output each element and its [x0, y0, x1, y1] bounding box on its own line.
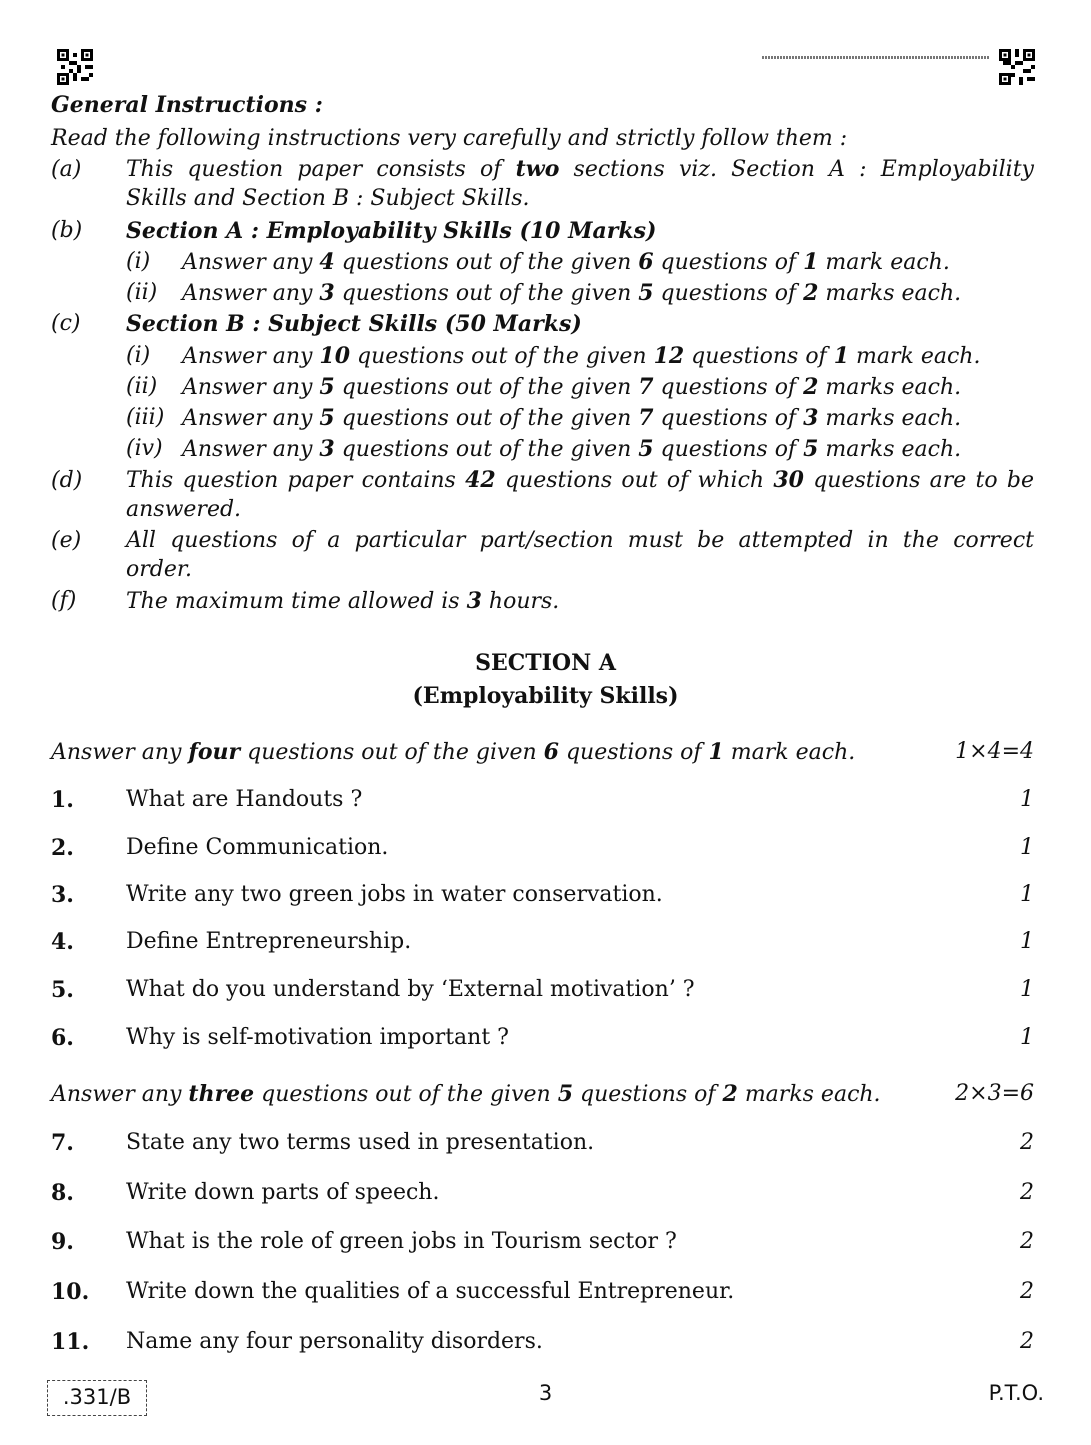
question-text: Write down the qualities of a successful Entrepreneur. — [126, 1279, 735, 1304]
question-number: 6. — [51, 1025, 74, 1051]
instruction-b-heading: Section A : Employability Skills (10 Marks) — [126, 218, 657, 244]
group1-marks: 1×4=4 — [955, 739, 1034, 764]
instruction-b-i-text: Answer any 4 questions out of the given 6 questions of 1 mark each. — [182, 249, 950, 275]
question-mark: 2 — [1020, 1180, 1034, 1205]
instruction-c-iv-text: Answer any 3 questions out of the given 5 questions of 5 marks each. — [182, 436, 962, 462]
question-text: What are Handouts ? — [126, 787, 363, 812]
qr-code-left-icon — [57, 49, 93, 85]
instruction-b-label: (b) — [51, 218, 83, 243]
instruction-d-label: (d) — [51, 468, 83, 493]
question-text: Define Communication. — [126, 835, 389, 860]
group2-marks: 2×3=6 — [955, 1081, 1034, 1106]
instruction-c-iii-text: Answer any 5 questions out of the given 7 questions of 3 marks each. — [182, 405, 962, 431]
group2-instruction: Answer any three questions out of the given 5 questions of 2 marks each. — [51, 1081, 881, 1107]
question-text: Define Entrepreneurship. — [126, 929, 412, 954]
question-number: 5. — [51, 977, 74, 1003]
question-text: Why is self-motivation important ? — [126, 1025, 509, 1050]
instruction-c-ii-text: Answer any 5 questions out of the given 7 questions of 2 marks each. — [182, 374, 962, 400]
question-mark: 2 — [1020, 1329, 1034, 1354]
general-instructions-title: General Instructions : — [51, 92, 323, 118]
instruction-e-label: (e) — [51, 528, 82, 553]
paper-code: .331/B — [47, 1380, 147, 1416]
question-number: 8. — [51, 1180, 74, 1206]
instruction-c-iii-label: (iii) — [126, 405, 165, 430]
page-number: 3 — [538, 1381, 553, 1405]
question-number: 9. — [51, 1229, 74, 1255]
section-title: SECTION A — [475, 650, 616, 676]
instruction-e-text: All questions of a particular part/section must be attempted in the correct order. — [126, 528, 1034, 582]
question-text: Name any four personality disorders. — [126, 1329, 543, 1354]
question-number: 11. — [51, 1329, 90, 1355]
question-mark: 1 — [1020, 977, 1034, 1002]
question-text: What is the role of green jobs in Tourism sector ? — [126, 1229, 677, 1254]
qr-code-right-icon — [999, 49, 1035, 85]
instruction-a-label: (a) — [51, 157, 82, 182]
question-mark: 1 — [1020, 835, 1034, 860]
microtext-strip — [762, 56, 990, 59]
instruction-c-label: (c) — [51, 311, 81, 336]
question-number: 4. — [51, 929, 74, 955]
instructions-intro: Read the following instructions very carefully and strictly follow them : — [51, 126, 848, 151]
instruction-f-text: The maximum time allowed is 3 hours. — [126, 588, 560, 614]
instruction-b-i-label: (i) — [126, 249, 151, 274]
question-mark: 1 — [1020, 787, 1034, 812]
question-number: 10. — [51, 1279, 90, 1305]
question-text: Write any two green jobs in water conservation. — [126, 882, 663, 907]
instruction-a-text: This question paper consists of two sections viz. Section A : Employability Skills and Section B : Subject Skills. — [126, 156, 1034, 211]
question-mark: 2 — [1020, 1130, 1034, 1155]
question-number: 3. — [51, 882, 74, 908]
instruction-b-ii-label: (ii) — [126, 280, 158, 305]
instruction-d-text: This question paper contains 42 questions out of which 30 questions are to be answered. — [126, 467, 1034, 522]
question-mark: 2 — [1020, 1279, 1034, 1304]
instruction-c-i-text: Answer any 10 questions out of the given 12 questions of 1 mark each. — [182, 343, 981, 369]
group1-instruction: Answer any four questions out of the given 6 questions of 1 mark each. — [51, 739, 856, 765]
instruction-c-heading: Section B : Subject Skills (50 Marks) — [126, 311, 582, 337]
question-number: 1. — [51, 787, 74, 813]
question-mark: 1 — [1020, 929, 1034, 954]
instruction-f-label: (f) — [51, 588, 77, 613]
instruction-c-ii-label: (ii) — [126, 374, 158, 399]
instruction-b-ii-text: Answer any 3 questions out of the given 5 questions of 2 marks each. — [182, 280, 962, 306]
question-mark: 1 — [1020, 1025, 1034, 1050]
question-mark: 1 — [1020, 882, 1034, 907]
question-mark: 2 — [1020, 1229, 1034, 1254]
question-number: 7. — [51, 1130, 74, 1156]
question-number: 2. — [51, 835, 74, 861]
section-subtitle: (Employability Skills) — [412, 683, 679, 709]
question-text: What do you understand by ‘External motivation’ ? — [126, 977, 695, 1002]
instruction-c-i-label: (i) — [126, 343, 151, 368]
instruction-c-iv-label: (iv) — [126, 436, 163, 461]
please-turn-over: P.T.O. — [988, 1381, 1044, 1405]
question-text: Write down parts of speech. — [126, 1180, 440, 1205]
question-text: State any two terms used in presentation. — [126, 1130, 595, 1155]
